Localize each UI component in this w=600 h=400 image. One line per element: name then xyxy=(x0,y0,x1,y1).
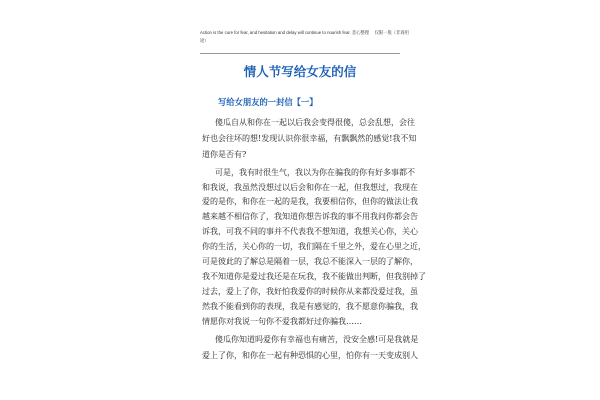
paragraph-line: 可是，我有时很生气，我以为你在骗我的你有好多事都不 xyxy=(215,168,415,177)
page-header xyxy=(200,29,409,45)
paragraph-line: 越来越不相信你了，我知道你想告诉我的事不用我问你都会告 xyxy=(202,212,418,221)
header-quote-line-2: 途） xyxy=(200,38,209,43)
paragraph-line: 爱的是你，和你在一起的是我，我要相信你，但你的做法让我 xyxy=(202,197,418,206)
paragraph-line: 过去，爱上了你，我好怕我爱你的时候你从来都没爱过我，虽 xyxy=(202,287,418,296)
paragraph-line: 可是彼此的了解总是隔着一层，我总不能深入一层的了解你， xyxy=(202,257,418,266)
header-quote-line: Action is the cure for fear, and hesitation and delay will continue to nourish fear. 悲心整理 仅限一般（非商用 xyxy=(200,30,409,35)
header-divider xyxy=(200,53,400,54)
paragraph-line: 然我不能看到你的表现，我是有感觉的，我不愿意你骗我，我 xyxy=(202,302,418,311)
paragraph-line: 道你是否有? xyxy=(202,150,247,159)
paragraph-line: 我不知道你是爱过我还是在玩我，我不能做出判断，但我别掉了 xyxy=(202,272,426,281)
paragraph-line: 你的生活，关心你的一切，我们隔在千里之外，爱在心里之近， xyxy=(202,242,426,251)
paragraph-line: 爱上了你，和你在一起有种恐惧的心里，怕你有一天变成别人 xyxy=(202,351,418,360)
paragraph-line: 傻瓜自从和你在一起以后我会变得很傻，总会乱想，会往 xyxy=(215,118,415,127)
paragraph-line: 好也会往坏的想!发现认识你很幸福，有飘飘然的感觉!我不知 xyxy=(202,134,417,143)
section-heading: 写给女朋友的一封信【一】 xyxy=(218,97,318,107)
paragraph-line: 傻瓜你知道吗爱你有幸福也有痛苦，没安全感!可是我就是 xyxy=(215,335,419,344)
paragraph-line: 情愿你对我说一句你不爱我都好过你骗我…… xyxy=(202,317,362,326)
paragraph-line: 和我说，我虽然没想过以后会和你在一起，但我想过，我现在 xyxy=(202,183,418,192)
paragraph-line: 诉我，可我不同的事并不代表我不想知道，我想关心你，关心 xyxy=(202,227,418,236)
document-title: 情人节写给女友的信 xyxy=(243,64,357,79)
